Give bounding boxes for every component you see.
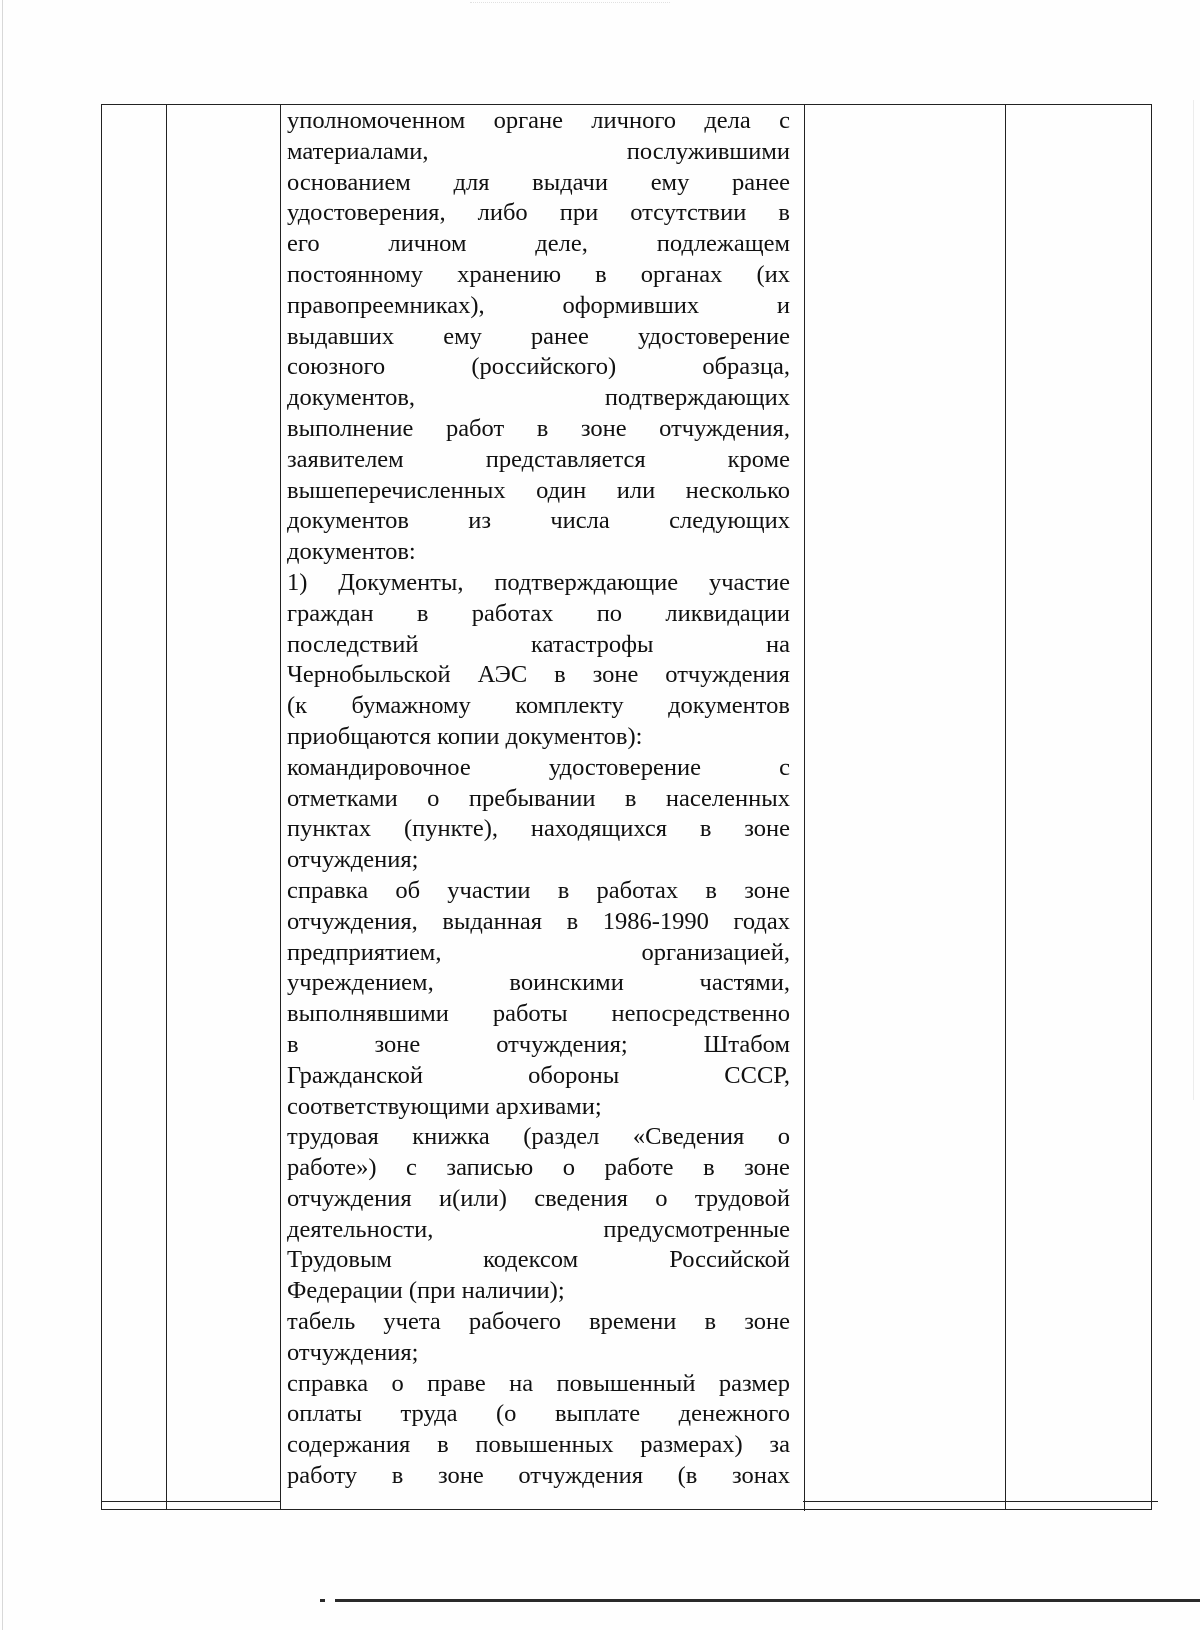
text-word: основанием [287, 168, 411, 196]
text-line [287, 1245, 790, 1276]
text-line [287, 568, 790, 599]
text-word: повышенных [475, 1431, 614, 1459]
text-line [287, 845, 790, 876]
text-word: в [595, 260, 607, 288]
text-word: документов: [287, 538, 416, 566]
text-line [287, 1369, 790, 1400]
scan-artifact-top [470, 2, 670, 11]
text-line [287, 907, 790, 938]
text-word: зоне [744, 1308, 790, 1336]
text-word: отчуждения [287, 1184, 412, 1212]
text-word: непосредственно [611, 1000, 790, 1028]
text-word: денежного [678, 1400, 790, 1428]
text-line [287, 137, 790, 168]
table-text-cell [287, 106, 790, 1492]
text-line [287, 660, 790, 691]
text-word: участие [708, 568, 790, 596]
text-word: о [562, 1154, 575, 1182]
text-word: ему [443, 322, 482, 350]
text-word: заявителем [287, 445, 404, 473]
text-word: праве [427, 1369, 486, 1397]
text-word: документов, [287, 384, 416, 412]
text-word: вышеперечисленных [287, 476, 506, 504]
text-word: учета [383, 1308, 441, 1336]
text-line [287, 1307, 790, 1338]
text-word: ранее [530, 322, 589, 350]
text-word: зоне [374, 1030, 421, 1058]
text-word: личного [591, 107, 677, 134]
text-word: либо [477, 199, 528, 227]
text-word: подтверждающих [604, 384, 790, 412]
text-line [287, 506, 790, 537]
text-word: (о [496, 1400, 517, 1428]
text-line [287, 352, 790, 383]
text-line [287, 1153, 790, 1184]
text-line [287, 1430, 790, 1461]
text-line [287, 784, 790, 815]
text-word: о [427, 784, 440, 812]
text-word: отчуждения [518, 1462, 643, 1490]
text-word: в [557, 876, 570, 904]
text-line [287, 168, 790, 199]
text-line [287, 1215, 790, 1246]
text-word: по [596, 599, 623, 627]
text-word: (российского) [471, 353, 617, 381]
text-word: отсутствии [630, 199, 747, 227]
text-word: для [453, 168, 490, 196]
text-word: пунктах [287, 815, 372, 843]
text-word: несколько [685, 476, 790, 504]
text-word: Федерации (при наличии); [287, 1277, 565, 1305]
text-word: работе [604, 1154, 674, 1182]
text-line [287, 1061, 790, 1092]
text-word: послужившими [626, 137, 790, 165]
text-word: об [395, 876, 421, 904]
text-line [287, 876, 790, 907]
text-word: размерах) [640, 1431, 743, 1459]
text-word: работы [492, 1000, 568, 1028]
text-word: документов [287, 507, 409, 535]
text-line [287, 229, 790, 260]
text-word: пребывании [468, 784, 596, 812]
text-word: бумажному [351, 692, 471, 720]
text-word: отчуждения; [287, 846, 419, 874]
text-word: кодексом [483, 1246, 579, 1274]
column-divider-2 [280, 105, 281, 1509]
text-line [287, 414, 790, 445]
text-word: командировочное [287, 753, 471, 781]
column-divider-1 [166, 105, 167, 1509]
text-word: 1986-1990 [602, 907, 709, 935]
text-word: отметками [287, 784, 398, 812]
text-word: в [416, 599, 429, 627]
text-word: при [559, 199, 599, 227]
text-word: годах [733, 907, 790, 935]
text-word: в [566, 907, 579, 935]
text-word: образца, [702, 353, 790, 381]
text-word: размер [718, 1369, 790, 1397]
text-word: Чернобыльской [287, 661, 451, 689]
text-word: материалами, [287, 137, 429, 165]
text-word: в [704, 1308, 717, 1336]
text-line [287, 537, 790, 568]
scan-artifact-bottom-line [320, 1599, 1200, 1602]
text-word: работах [471, 599, 554, 627]
text-word: удостоверение [548, 753, 701, 781]
text-word: с [779, 753, 790, 781]
text-word: участии [447, 876, 531, 904]
text-word: записью [446, 1154, 534, 1182]
text-word: (к [287, 692, 308, 720]
text-line [287, 999, 790, 1030]
text-word: работе») [287, 1154, 377, 1182]
text-word: один [536, 476, 587, 504]
text-line [287, 1122, 790, 1153]
text-word: оплаты [287, 1400, 362, 1428]
text-line [287, 938, 790, 969]
text-word: (раздел [523, 1123, 600, 1151]
scan-edge-right [1193, 100, 1194, 1100]
text-word: соответствующими архивами; [287, 1092, 602, 1120]
text-word: организацией, [641, 938, 790, 966]
text-word: сведения [534, 1184, 628, 1212]
text-line [287, 1338, 790, 1369]
text-line [287, 445, 790, 476]
text-word: (в [677, 1462, 698, 1490]
text-word: 1) [287, 568, 308, 596]
text-word: с [406, 1154, 417, 1182]
text-word: катастрофы [531, 630, 654, 658]
text-word: предусмотренные [603, 1215, 790, 1243]
text-word: зоне [580, 414, 627, 442]
table-bottom-border-left [102, 1501, 281, 1502]
text-line [287, 106, 790, 137]
text-word: подтверждающие [494, 568, 679, 596]
text-word: в [437, 1431, 449, 1459]
text-word: содержания [287, 1431, 411, 1459]
text-word: числа [550, 507, 610, 535]
text-word: оформивших [562, 291, 700, 319]
text-word: следующих [669, 507, 790, 535]
text-word: последствий [287, 630, 419, 658]
text-word: трудовая [287, 1123, 379, 1151]
text-word: справка [287, 1369, 369, 1397]
text-word: союзного [287, 353, 386, 381]
text-word: находящихся [530, 815, 668, 843]
text-word: ранее [732, 168, 790, 196]
text-word: за [769, 1431, 790, 1459]
text-line [287, 753, 790, 784]
text-word: выполнение [287, 414, 414, 442]
text-word: Российской [669, 1246, 790, 1274]
text-word: АЭС [477, 661, 528, 689]
text-line [287, 322, 790, 353]
text-word: «Сведения [632, 1123, 745, 1151]
text-line [287, 968, 790, 999]
table-bottom-border-right [803, 1501, 1158, 1502]
text-word: удостоверения, [287, 199, 446, 227]
text-word: предприятием, [287, 938, 442, 966]
text-line [287, 599, 790, 630]
text-word: труда [400, 1400, 458, 1428]
text-word: на [766, 630, 790, 658]
text-word: зоне [744, 815, 790, 843]
text-word: Штабом [703, 1030, 790, 1058]
text-word: выполнявшими [287, 1000, 449, 1028]
text-word: справка [287, 876, 369, 904]
text-word: его [287, 230, 320, 258]
text-line [287, 691, 790, 722]
text-word: о [777, 1123, 790, 1151]
text-word: СССР, [724, 1061, 790, 1089]
text-word: органе [493, 107, 563, 134]
text-word: постоянному [287, 260, 424, 288]
text-word: документов [668, 692, 790, 720]
text-line [287, 383, 790, 414]
text-word: о [391, 1369, 404, 1397]
text-word: в [624, 784, 637, 812]
text-word: граждан [287, 599, 374, 627]
text-word: в [703, 1154, 715, 1182]
text-word: зоне [744, 1154, 790, 1182]
text-word: на [509, 1369, 534, 1397]
text-line [287, 476, 790, 507]
text-line [287, 260, 790, 291]
text-word: работах [596, 876, 679, 904]
text-word: Документы, [338, 568, 464, 596]
text-word: выдачи [532, 168, 608, 196]
text-line [287, 1030, 790, 1061]
text-word: в [699, 815, 712, 843]
text-word: зоне [592, 661, 639, 689]
text-word: в [778, 199, 790, 227]
text-word: в [705, 876, 717, 904]
text-word: зоне [744, 876, 790, 904]
text-word: из [468, 507, 492, 535]
text-line [287, 1276, 790, 1307]
text-word: приобщаются копии документов): [287, 722, 643, 750]
text-word: в [536, 414, 549, 442]
text-line [287, 630, 790, 661]
text-word: деятельности, [287, 1215, 434, 1243]
text-word: в [391, 1462, 404, 1490]
text-word: представляется [485, 445, 646, 473]
text-word: деле, [535, 230, 588, 258]
text-word: отчуждения; [496, 1030, 628, 1058]
text-word: (их [756, 260, 790, 288]
text-line [287, 1092, 790, 1123]
text-word: учреждением, [287, 969, 434, 997]
text-word: удостоверение [637, 322, 790, 350]
text-line [287, 198, 790, 229]
text-word: уполномоченном [287, 107, 466, 134]
text-word: кроме [727, 445, 790, 473]
text-word: комплекту [515, 692, 624, 720]
text-word: зоне [437, 1462, 484, 1490]
text-line [287, 722, 790, 753]
text-word: личном [388, 230, 467, 258]
text-word: рабочего [468, 1308, 561, 1336]
text-word: книжка [412, 1123, 490, 1151]
text-line [287, 814, 790, 845]
text-word: работ [445, 414, 505, 442]
text-word: обороны [528, 1061, 620, 1089]
column-divider-4 [1005, 105, 1006, 1509]
text-word: в [287, 1030, 299, 1058]
text-word: ему [650, 168, 690, 196]
text-word: Трудовым [287, 1246, 392, 1274]
column-divider-3 [804, 105, 805, 1511]
text-word: или [616, 476, 656, 504]
text-word: отчуждения, [659, 414, 790, 442]
text-word: табель [287, 1308, 356, 1336]
scan-edge-left [2, 0, 3, 1630]
text-line [287, 1399, 790, 1430]
text-word: зонах [731, 1462, 790, 1490]
text-word: воинскими [509, 969, 624, 997]
text-word: хранению [457, 260, 561, 288]
text-word: повышенный [556, 1369, 696, 1397]
text-word: выданная [442, 907, 543, 935]
text-word: подлежащем [656, 230, 790, 258]
text-word: и(или) [439, 1184, 507, 1212]
text-word: отчуждения, [287, 907, 418, 935]
text-word: в [554, 661, 566, 689]
text-line [287, 291, 790, 322]
text-word: о [655, 1184, 668, 1212]
text-word: выдавших [287, 322, 395, 350]
text-word: времени [589, 1308, 677, 1336]
scan-artifact-gap [325, 1599, 335, 1602]
text-word: Гражданской [287, 1061, 424, 1089]
text-word: работу [287, 1462, 358, 1490]
text-word: с [779, 107, 790, 134]
text-word: правопреемниках), [287, 291, 485, 319]
text-word: частями, [699, 969, 790, 997]
text-word: отчуждения [665, 661, 790, 689]
text-word: отчуждения; [287, 1338, 419, 1366]
text-line [287, 1184, 790, 1215]
text-word: ликвидации [665, 599, 790, 627]
text-word: выплате [554, 1400, 641, 1428]
text-word: населенных [665, 784, 790, 812]
text-word: дела [704, 107, 751, 134]
text-word: (пункте), [403, 815, 499, 843]
text-line [287, 1461, 790, 1492]
text-word: органах [640, 260, 723, 288]
text-word: трудовой [694, 1184, 790, 1212]
text-word: и [776, 291, 790, 319]
